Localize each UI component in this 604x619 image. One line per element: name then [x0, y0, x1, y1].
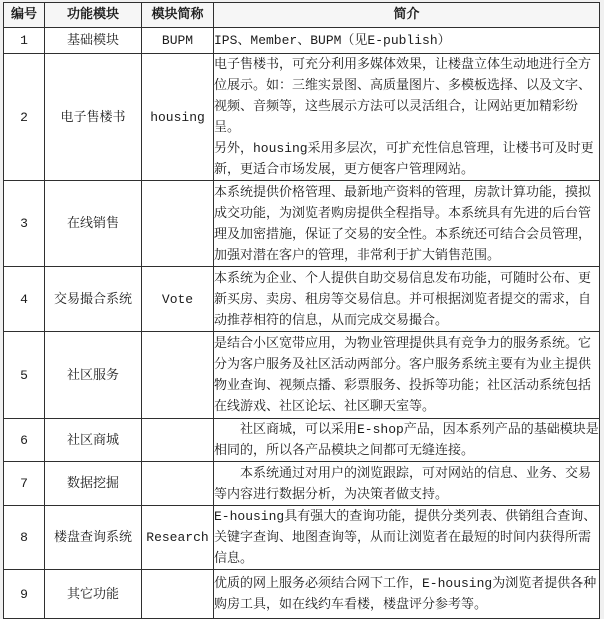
intro-paragraph: 本系统为企业、个人提供自助交易信息发布功能，可随时公布、更新买房、卖房、租房等交易信息。并可根据浏览者提交的需求，自动推荐相符的信息，从而完成交易撮合。: [214, 270, 592, 328]
module-name-cell: 社区商城: [45, 419, 142, 462]
module-name-cell: 社区服务: [45, 332, 142, 419]
row-number-cell: 5: [4, 332, 45, 419]
table-row: [4, 419, 600, 462]
module-abbr-cell: Research: [142, 506, 214, 570]
table-row: [4, 267, 600, 332]
table-row: [4, 181, 600, 267]
module-abbr-cell: housing: [142, 54, 214, 181]
module-intro-cell: [214, 54, 600, 181]
row-number-cell: 2: [4, 54, 45, 181]
intro-paragraph: 本系统通过对用户的浏览跟踪，可对网站的信息、业务、交易等内容进行数据分析，为决策者做支持。: [214, 465, 592, 502]
intro-paragraph: E-housing具有强大的查询功能，提供分类列表、供销组合查询、关键字查询、地图查询等，从而让浏览者在最短的时间内获得所需信息。: [214, 509, 597, 566]
row-number-cell: 7: [4, 462, 45, 506]
module-intro-cell: [214, 570, 600, 619]
row-number-cell: 6: [4, 419, 45, 462]
row-number-cell: 3: [4, 181, 45, 267]
col-header-abbr: 模块简称: [142, 3, 214, 28]
table-row: [4, 506, 600, 570]
module-name-cell: 在线销售: [45, 181, 142, 267]
col-header-module: 功能模块: [45, 3, 142, 28]
row-number-cell: 1: [4, 28, 45, 54]
intro-paragraph: 另外，housing采用多层次，可扩充性信息管理，让楼书可及时更新，更适合市场发展，更方便客户管理网站。: [214, 141, 594, 177]
intro-paragraph: IPS、Member、BUPM（见E-publish）: [214, 33, 451, 48]
module-intro-cell: [214, 181, 600, 267]
table-row: [4, 54, 600, 181]
table-row: [4, 332, 600, 419]
module-name-cell: 其它功能: [45, 570, 142, 619]
table-row: [4, 28, 600, 54]
module-name-cell: 基础模块: [45, 28, 142, 54]
module-intro-cell: [214, 462, 600, 506]
header-row: [4, 3, 600, 28]
row-number-cell: 4: [4, 267, 45, 332]
row-number-cell: 8: [4, 506, 45, 570]
module-name-cell: 数据挖掘: [45, 462, 142, 506]
intro-paragraph: 本系统提供价格管理、最新地产资料的管理，房款计算功能，摸拟成交功能，为浏览者购房提供全程指导。本系统具有先进的后台管理及加密措施，保证了交易的安全性。本系统还可结合会员管理，加强对潜在客户的管理，非常利于扩大销售范围。: [214, 184, 592, 263]
module-intro-cell: [214, 267, 600, 332]
intro-paragraph: 优质的网上服务必须结合网下工作，E-housing为浏览者提供各种购房工具，如在线约车看楼，楼盘评分参考等。: [214, 576, 597, 612]
module-name-cell: 电子售楼书: [45, 54, 142, 181]
row-number-cell: 9: [4, 570, 45, 619]
module-abbr-cell: [142, 462, 214, 506]
module-intro-cell: [214, 419, 600, 462]
module-intro-cell: [214, 28, 600, 54]
module-abbr-cell: [142, 419, 214, 462]
table-row: [4, 462, 600, 506]
module-intro-cell: [214, 332, 600, 419]
module-name-cell: 楼盘查询系统: [45, 506, 142, 570]
col-header-intro: 简介: [214, 3, 600, 28]
intro-paragraph: 电子售楼书，可充分利用多媒体效果，让楼盘立体生动地进行全方位展示。如：三维实景图、高质量图片、多模板选择、以及文字、视频、音频等，这些展示方法可以灵活组合，让网站更加精彩纷呈。: [214, 57, 592, 135]
col-header-id: 编号: [4, 3, 45, 28]
module-abbr-cell: [142, 570, 214, 619]
module-abbr-cell: [142, 181, 214, 267]
module-abbr-cell: Vote: [142, 267, 214, 332]
module-intro-cell: [214, 506, 600, 570]
module-name-cell: 交易撮合系统: [45, 267, 142, 332]
table-row: [4, 570, 600, 619]
module-spec-table: [3, 2, 600, 619]
module-abbr-cell: BUPM: [142, 28, 214, 54]
intro-paragraph: 社区商城，可以采用E-shop产品，因本系列产品的基础模块是相同的，所以各产品模块之间都可无缝连接。: [214, 422, 599, 458]
module-abbr-cell: [142, 332, 214, 419]
intro-paragraph: 是结合小区宽带应用，为物业管理提供具有竞争力的服务系统。它分为客户服务及社区活动两部分。客户服务系统主要有为业主提供物业查询、视频点播、彩票服务、投拆等功能；社区活动系统包括在线游戏、社区论坛、社区聊天室等。: [214, 336, 592, 414]
